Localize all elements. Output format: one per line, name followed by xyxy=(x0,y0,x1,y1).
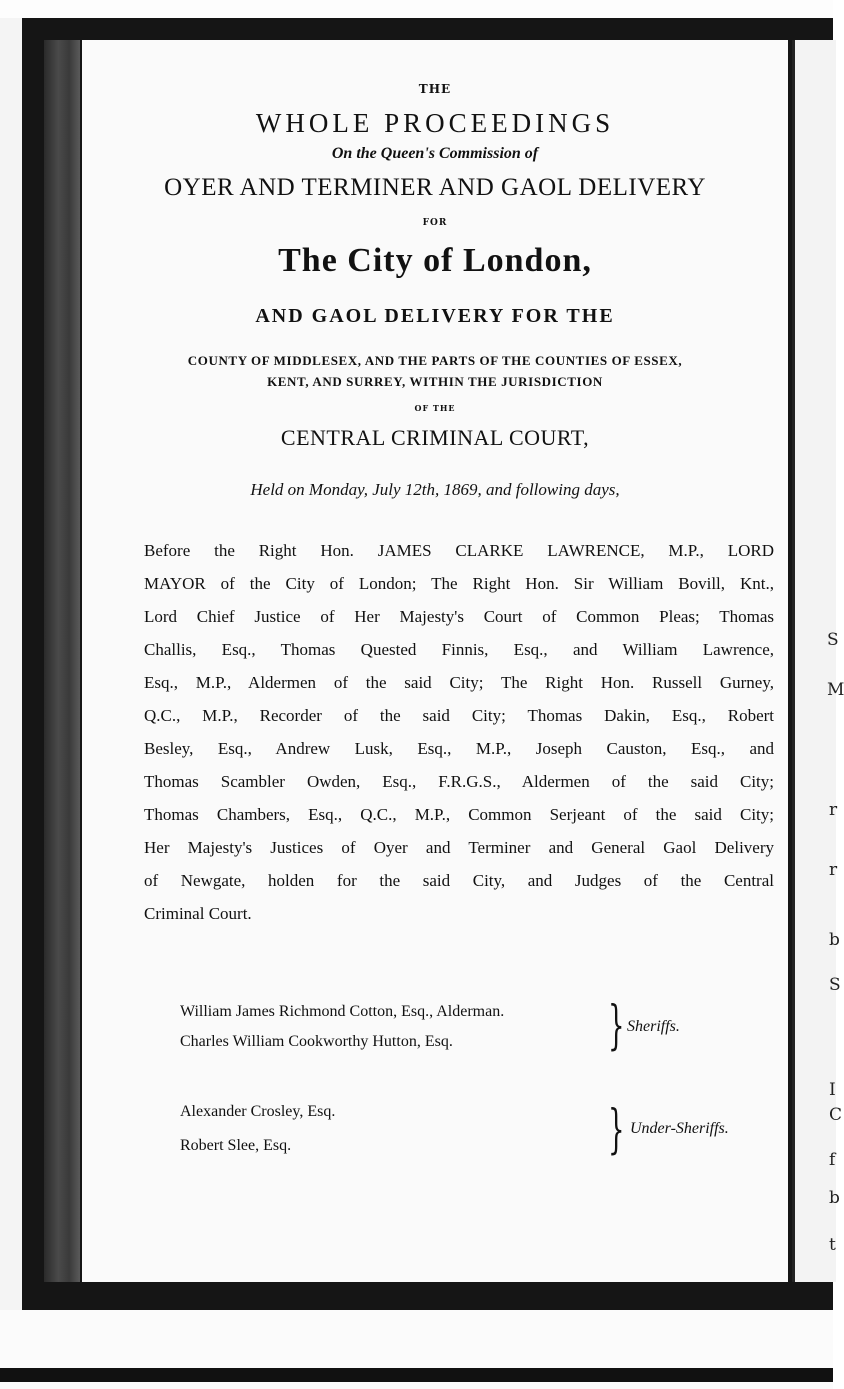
next-page-fragment: t xyxy=(829,1235,836,1255)
paragraph-line: Besley, Esq., Andrew Lusk, Esq., M.P., Joseph Causton, Esq., and xyxy=(144,739,774,758)
paragraph-line: Q.C., M.P., Recorder of the said City; Thomas Dakin, Esq., Robert xyxy=(144,706,774,725)
heading-central-criminal-court: CENTRAL CRIMINAL COURT, xyxy=(280,425,590,450)
heading-of-the: OF THE xyxy=(414,403,456,413)
next-page-fragment: S xyxy=(829,975,841,995)
heading-for: FOR xyxy=(422,218,448,228)
heading-whole-proceedings: WHOLE PROCEEDINGS xyxy=(255,108,615,138)
next-page-fragment: b xyxy=(829,1188,840,1208)
next-page-fragment: C xyxy=(829,1105,843,1125)
paragraph-line: Thomas Scambler Owden, Esq., F.R.G.S., Aldermen of the said City; xyxy=(144,772,774,791)
sheriff-name: William James Richmond Cotton, Esq., Alderman. xyxy=(180,1003,505,1020)
next-page-fragment: I xyxy=(829,1080,836,1100)
scan-bottom-margin xyxy=(0,1310,833,1389)
next-page-fragment: r xyxy=(829,800,838,820)
paragraph-line: Challis, Esq., Thomas Quested Finnis, Esq., and William Lawrence, xyxy=(144,640,774,659)
under-sheriff-name: Alexander Crosley, Esq. xyxy=(180,1103,336,1120)
paragraph-line: Thomas Chambers, Esq., Q.C., M.P., Common Serjeant of the said City; xyxy=(144,805,774,824)
adjacent-page-edge xyxy=(792,40,844,1282)
next-page-fragment: r xyxy=(829,860,838,880)
under-sheriffs-brace: } xyxy=(608,1100,625,1160)
paragraph-line: Esq., M.P., Aldermen of the said City; The Right Hon. Russell Gurney, xyxy=(144,673,774,692)
paragraph-line: of Newgate, holden for the said City, and Judges of the Central xyxy=(144,871,774,890)
heading-city-of-london: The City of London, xyxy=(278,242,592,279)
sheriff-name: Charles William Cookworthy Hutton, Esq. xyxy=(180,1033,453,1050)
next-page-fragment: S xyxy=(827,630,839,650)
scan-left-margin xyxy=(0,18,22,1389)
paragraph-line: Before the Right Hon. JAMES CLARKE LAWRENCE, M.P., LORD xyxy=(144,541,774,560)
next-page-fragment: b xyxy=(829,930,840,950)
heading-the: THE xyxy=(418,82,452,96)
title-page xyxy=(82,40,788,1282)
scan-top-margin xyxy=(0,0,833,18)
scan-bottom-edge xyxy=(0,1368,833,1382)
heading-and-gaol-delivery: AND GAOL DELIVERY FOR THE xyxy=(255,305,615,327)
sheriffs-brace: } xyxy=(608,996,625,1056)
book-spine xyxy=(44,40,80,1282)
paragraph-line: MAYOR of the City of London; The Right Hon. Sir William Bovill, Knt., xyxy=(144,574,774,593)
justices-paragraph xyxy=(144,534,774,930)
next-page-fragment: M xyxy=(827,680,844,700)
next-page-fragment: f xyxy=(829,1150,836,1170)
heading-held-date: Held on Monday, July 12th, 1869, and following days, xyxy=(250,480,620,499)
heading-queens-commission: On the Queen's Commission of xyxy=(331,145,539,162)
paragraph-line: Lord Chief Justice of Her Majesty's Court of Common Pleas; Thomas xyxy=(144,607,774,626)
under-sheriff-name: Robert Slee, Esq. xyxy=(180,1137,292,1154)
heading-oyer-terminer: OYER AND TERMINER AND GAOL DELIVERY xyxy=(164,174,706,201)
heading-county-line-1: COUNTY OF MIDDLESEX, AND THE PARTS OF THE COUNTIES OF ESSEX, xyxy=(187,353,683,368)
under-sheriffs-label: Under-Sheriffs. xyxy=(630,1120,729,1137)
paragraph-line: Criminal Court. xyxy=(144,904,252,923)
sheriffs-label: Sheriffs. xyxy=(627,1018,680,1035)
heading-county-line-2: KENT, AND SURREY, WITHIN THE JURISDICTION xyxy=(267,374,603,389)
paragraph-line: Her Majesty's Justices of Oyer and Terminer and General Gaol Delivery xyxy=(144,838,774,857)
